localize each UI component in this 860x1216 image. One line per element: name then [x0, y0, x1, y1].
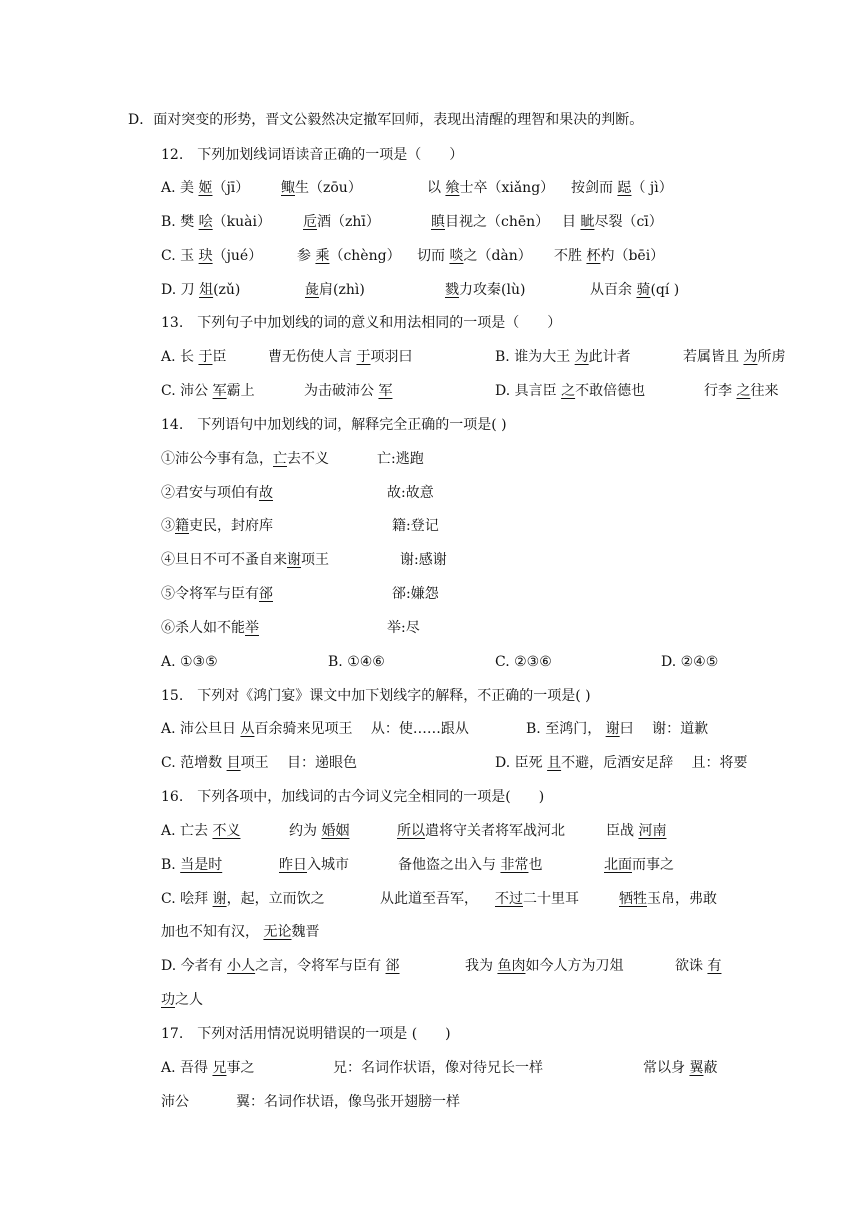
q14-item-3 — [161, 516, 273, 536]
text-segment: 故:故意 — [387, 485, 434, 501]
underlined-word: 于 — [356, 349, 371, 365]
question-13-stem — [161, 313, 561, 333]
underlined-word: 眦 — [580, 214, 595, 230]
text-segment: 霸上 — [226, 383, 255, 399]
text-segment: 15. 下列对《鸿门宴》课文中加下划线字的解释，不正确的一项是( ) — [161, 688, 591, 704]
q14-option-b — [328, 652, 385, 672]
underlined-word: 谢 — [287, 552, 301, 568]
underlined-word: 俎 — [199, 282, 214, 298]
q12-a-part2 — [281, 178, 362, 198]
text-segment: 不避，卮酒安足辞 且：将要 — [561, 755, 748, 771]
q12-d-part4 — [590, 280, 679, 300]
text-segment: 蔽 — [703, 1060, 718, 1076]
text-segment: 兄：名词作状语，像对待兄长一样 — [333, 1060, 543, 1076]
q13-c-part2 — [304, 381, 392, 401]
text-segment: C. ②③⑥ — [495, 654, 552, 670]
text-segment: 也 — [528, 857, 543, 873]
text-segment: 我为 — [465, 958, 498, 974]
text-segment: 按剑而 — [571, 180, 618, 196]
text-segment: ，起，立而饮之 — [226, 891, 325, 907]
text-segment: 郤:嫌怨 — [392, 586, 439, 602]
q14-item-4-gloss — [400, 550, 447, 570]
q14-item-5 — [161, 584, 273, 604]
q16-c-part1 — [161, 889, 325, 909]
question-14-stem — [161, 415, 507, 435]
q14-item-2 — [161, 483, 273, 503]
underlined-word: 当是时 — [180, 857, 223, 873]
text-segment: 臣 — [212, 349, 227, 365]
text-segment: 事之 — [226, 1060, 255, 1076]
underlined-word: 翼 — [689, 1060, 704, 1076]
q16-b-part1 — [161, 855, 222, 875]
text-segment: B. ①④⑥ — [328, 654, 385, 670]
text-segment: D．面对突变的形势，晋文公毅然决定撤军回师，表现出清醒的理智和果决的判断。 — [128, 112, 644, 128]
text-segment: C. 范增数 — [161, 755, 227, 771]
text-segment: ⑤令将军与臣有 — [161, 586, 259, 602]
text-segment: 之人 — [175, 992, 203, 1008]
q16-a-part1 — [161, 821, 240, 841]
text-segment: 项王 — [301, 552, 329, 568]
q12-b-part3 — [431, 212, 549, 232]
q14-item-1 — [161, 449, 329, 469]
q17-b-part1 — [643, 1058, 717, 1078]
q15-option-c — [161, 753, 357, 773]
q14-item-6-gloss — [387, 618, 420, 638]
underlined-word: 军 — [212, 383, 227, 399]
text-segment: 13. 下列句子中加划线的词的意义和用法相同的一项是（ ） — [161, 315, 562, 331]
underlined-word: 为 — [743, 349, 758, 365]
text-segment: 16. 下列各项中，加线词的古今词义完全相同的一项是( ) — [161, 789, 545, 805]
q12-b-part1 — [161, 212, 271, 232]
underlined-word: 功 — [161, 992, 175, 1008]
option-d-line — [128, 110, 643, 130]
q16-b-part4 — [604, 855, 674, 875]
text-segment: 往来 — [750, 383, 779, 399]
text-segment: D. 刀 — [161, 282, 200, 298]
text-segment: 遣将守关者将军战河北 — [425, 823, 565, 839]
q12-d-part1 — [161, 280, 240, 300]
underlined-word: 昨日 — [279, 857, 307, 873]
underlined-word: 河南 — [638, 823, 667, 839]
q16-d-part3 — [675, 956, 721, 976]
text-segment: 谢:感谢 — [400, 552, 447, 568]
underlined-word: 军 — [378, 383, 393, 399]
q14-item-6 — [161, 618, 259, 638]
text-segment: 欲诛 — [675, 958, 708, 974]
text-segment: 从百余 — [590, 282, 637, 298]
underlined-word: 哙 — [198, 214, 213, 230]
underlined-word: 鱼肉 — [497, 958, 526, 974]
text-segment: 入城市 — [307, 857, 349, 873]
text-segment: 魏晋 — [291, 924, 320, 940]
text-segment: 12. 下列加划线词语读音正确的一项是（ ） — [161, 147, 464, 163]
q16-d-part2 — [465, 956, 623, 976]
underlined-word: 卮 — [303, 214, 317, 230]
text-segment: （jué） — [212, 248, 263, 264]
underlined-word: 有 — [707, 958, 722, 974]
q12-c-part3 — [417, 246, 532, 266]
q16-b-part3 — [398, 855, 542, 875]
q13-a-part2 — [268, 347, 412, 367]
underlined-word: 籍 — [175, 518, 189, 534]
text-segment: （kuài） — [212, 214, 271, 230]
underlined-word: 非常 — [500, 857, 529, 873]
underlined-word: 郤 — [385, 958, 400, 974]
underlined-word: 不义 — [212, 823, 241, 839]
text-segment: B. 谁为大王 — [495, 349, 575, 365]
underlined-word: 乘 — [315, 248, 330, 264]
text-segment: 加也不知有汉， — [161, 924, 264, 940]
question-12-stem — [161, 145, 463, 165]
text-segment: 玉帛，弗敢 — [647, 891, 717, 907]
q12-c-part2 — [297, 246, 401, 266]
underlined-word: 戮 — [445, 282, 459, 298]
underlined-word: 为 — [574, 349, 589, 365]
text-segment: 沛公 — [161, 1094, 189, 1110]
underlined-word: 之 — [561, 383, 576, 399]
q14-item-5-gloss — [392, 584, 439, 604]
q14-item-2-gloss — [387, 483, 434, 503]
text-segment: ③ — [161, 518, 175, 534]
text-segment: 士卒（xiǎng） — [459, 180, 555, 196]
text-segment: 尽裂（cī） — [594, 214, 663, 230]
text-segment: 为击破沛公 — [304, 383, 379, 399]
underlined-word: 目 — [226, 755, 241, 771]
text-segment: 若属皆且 — [683, 349, 744, 365]
text-segment: 参 — [297, 248, 316, 264]
text-segment: 曰 谢：道歉 — [619, 721, 709, 737]
text-segment: 吏民，封府库 — [189, 518, 273, 534]
text-segment: 臣战 — [606, 823, 639, 839]
underlined-word: 北面 — [604, 857, 632, 873]
underlined-word: 无论 — [263, 924, 292, 940]
text-segment: (zǔ) — [213, 282, 241, 298]
underlined-word: 婚姻 — [321, 823, 350, 839]
q16-c-part4 — [619, 889, 717, 909]
question-17-stem — [161, 1024, 451, 1044]
text-segment: 行李 — [704, 383, 737, 399]
q12-b-part4 — [562, 212, 663, 232]
q15-option-a — [161, 719, 469, 739]
underlined-word: 兄 — [212, 1060, 227, 1076]
text-segment: 备他盗之出入与 — [398, 857, 501, 873]
text-segment: 之言，令将军与臣有 — [255, 958, 386, 974]
q17-b-gloss — [236, 1092, 460, 1112]
text-segment: （chèng） — [329, 248, 401, 264]
text-segment: C. 玉 — [161, 248, 199, 264]
text-segment: 项王 目：递眼色 — [240, 755, 358, 771]
text-segment: 籍:登记 — [392, 518, 439, 534]
text-segment: 约为 — [289, 823, 322, 839]
q13-d-part2 — [704, 381, 778, 401]
q16-c-part3 — [495, 889, 579, 909]
text-segment: 力攻秦(lù) — [459, 282, 526, 298]
q16-a-part2 — [289, 821, 349, 841]
text-segment: 目 — [562, 214, 581, 230]
q13-b-part1 — [495, 347, 631, 367]
text-segment: 生（zōu） — [295, 180, 362, 196]
q16-a-part3 — [397, 821, 565, 841]
text-segment: B. 樊 — [161, 214, 199, 230]
q12-b-part2 — [303, 212, 380, 232]
q12-a-part1 — [161, 178, 249, 198]
text-segment: D. 今者有 — [161, 958, 228, 974]
text-segment: （ jì） — [631, 180, 673, 196]
text-segment: 此计者 — [588, 349, 631, 365]
q17-a-gloss — [333, 1058, 543, 1078]
text-segment: 亡:逃跑 — [377, 451, 424, 467]
text-segment: 肩(zhì) — [319, 282, 365, 298]
q13-b-part2 — [683, 347, 785, 367]
q17-a-part1 — [161, 1058, 254, 1078]
text-segment: 杓（bēi） — [600, 248, 665, 264]
text-segment: ④旦日不可不蚤自来 — [161, 552, 287, 568]
underlined-word: 从 — [240, 721, 255, 737]
underlined-word: 杯 — [586, 248, 601, 264]
q12-d-part3 — [445, 280, 525, 300]
text-segment: 如今人方为刀俎 — [525, 958, 624, 974]
q12-c-part4 — [554, 246, 664, 266]
q15-option-b — [526, 719, 708, 739]
q14-option-c — [495, 652, 552, 672]
text-segment: 以 — [427, 180, 446, 196]
q14-option-a — [161, 652, 218, 672]
text-segment: 之（dàn） — [463, 248, 532, 264]
q16-c-continued — [161, 922, 319, 942]
text-segment: 14. 下列语句中加划线的词，解释完全正确的一项是( ) — [161, 417, 507, 433]
underlined-word: 之 — [736, 383, 751, 399]
question-16-stem — [161, 787, 544, 807]
underlined-word: 鲰 — [281, 180, 295, 196]
text-segment: 切而 — [417, 248, 450, 264]
text-segment: C. 哙拜 — [161, 891, 213, 907]
text-segment: 17. 下列对活用情况说明错误的一项是 ( ) — [161, 1026, 451, 1042]
q16-d-continued — [161, 990, 203, 1010]
text-segment: C. 沛公 — [161, 383, 213, 399]
text-segment: D. 具言臣 — [495, 383, 562, 399]
text-segment: 二十里耳 — [523, 891, 579, 907]
text-segment: B. 至鸿门， — [526, 721, 606, 737]
underlined-word: 谢 — [212, 891, 227, 907]
q16-a-part4 — [606, 821, 666, 841]
text-segment: 举:尽 — [387, 620, 420, 636]
text-segment: A. 沛公旦日 — [161, 721, 241, 737]
text-segment: ⑥杀人如不能 — [161, 620, 245, 636]
underlined-word: 且 — [547, 755, 562, 771]
text-segment: D. ②④⑤ — [661, 654, 719, 670]
text-segment: 去不义 — [287, 451, 329, 467]
q15-option-d — [495, 753, 748, 773]
text-segment: A. ①③⑤ — [161, 654, 218, 670]
text-segment: 项羽曰 — [370, 349, 413, 365]
text-segment: ①沛公今事有急， — [161, 451, 273, 467]
text-segment: 不胜 — [554, 248, 587, 264]
text-segment: 常以身 — [643, 1060, 690, 1076]
underlined-word: 所以 — [397, 823, 425, 839]
text-segment: 翼：名词作状语，像鸟张开翅膀一样 — [236, 1094, 460, 1110]
question-15-stem — [161, 686, 591, 706]
underlined-word: 玦 — [198, 248, 213, 264]
q13-c-part1 — [161, 381, 255, 401]
text-segment: A. 长 — [161, 349, 199, 365]
q12-d-part2 — [305, 280, 365, 300]
text-segment: A. 吾得 — [161, 1060, 213, 1076]
text-segment: ②君安与项伯有 — [161, 485, 259, 501]
q12-a-part4 — [571, 178, 673, 198]
q13-a-part1 — [161, 347, 226, 367]
q14-item-1-gloss — [377, 449, 424, 469]
text-segment: （jī） — [212, 180, 250, 196]
text-segment: 从此道至吾军， — [380, 891, 478, 907]
underlined-word: 彘 — [305, 282, 319, 298]
text-segment: 曹无伤使人言 — [268, 349, 357, 365]
underlined-word: 跽 — [617, 180, 632, 196]
text-segment: A. 美 — [161, 180, 199, 196]
text-segment: 而事之 — [632, 857, 674, 873]
underlined-word: 小人 — [227, 958, 256, 974]
underlined-word: 牺牲 — [619, 891, 647, 907]
q16-b-part2 — [279, 855, 349, 875]
text-segment: 酒（zhī） — [317, 214, 380, 230]
text-segment: B. — [161, 857, 181, 873]
text-segment: 百余骑来见项王 从：使……跟从 — [254, 721, 469, 737]
underlined-word: 啖 — [449, 248, 464, 264]
underlined-word: 瞋 — [431, 214, 445, 230]
text-segment: (qí ) — [650, 282, 680, 298]
q12-a-part3 — [427, 178, 554, 198]
underlined-word: 姬 — [198, 180, 213, 196]
text-segment: 所虏 — [757, 349, 786, 365]
underlined-word: 飨 — [445, 180, 460, 196]
q13-d-part1 — [495, 381, 645, 401]
q17-b-continued — [161, 1092, 189, 1112]
underlined-word: 于 — [198, 349, 213, 365]
underlined-word: 谢 — [605, 721, 620, 737]
text-segment: D. 臣死 — [495, 755, 548, 771]
underlined-word: 骑 — [636, 282, 651, 298]
q16-c-part2 — [380, 889, 478, 909]
q14-item-3-gloss — [392, 516, 439, 536]
underlined-word: 故 — [259, 485, 273, 501]
underlined-word: 亡 — [273, 451, 287, 467]
q12-c-part1 — [161, 246, 262, 266]
underlined-word: 不过 — [495, 891, 523, 907]
text-segment: A. 亡去 — [161, 823, 213, 839]
underlined-word: 举 — [245, 620, 259, 636]
text-segment: 不敢倍德也 — [575, 383, 646, 399]
q14-option-d — [661, 652, 718, 672]
underlined-word: 郤 — [259, 586, 273, 602]
text-segment: 目视之（chēn） — [445, 214, 550, 230]
q16-d-part1 — [161, 956, 400, 976]
q14-item-4 — [161, 550, 329, 570]
